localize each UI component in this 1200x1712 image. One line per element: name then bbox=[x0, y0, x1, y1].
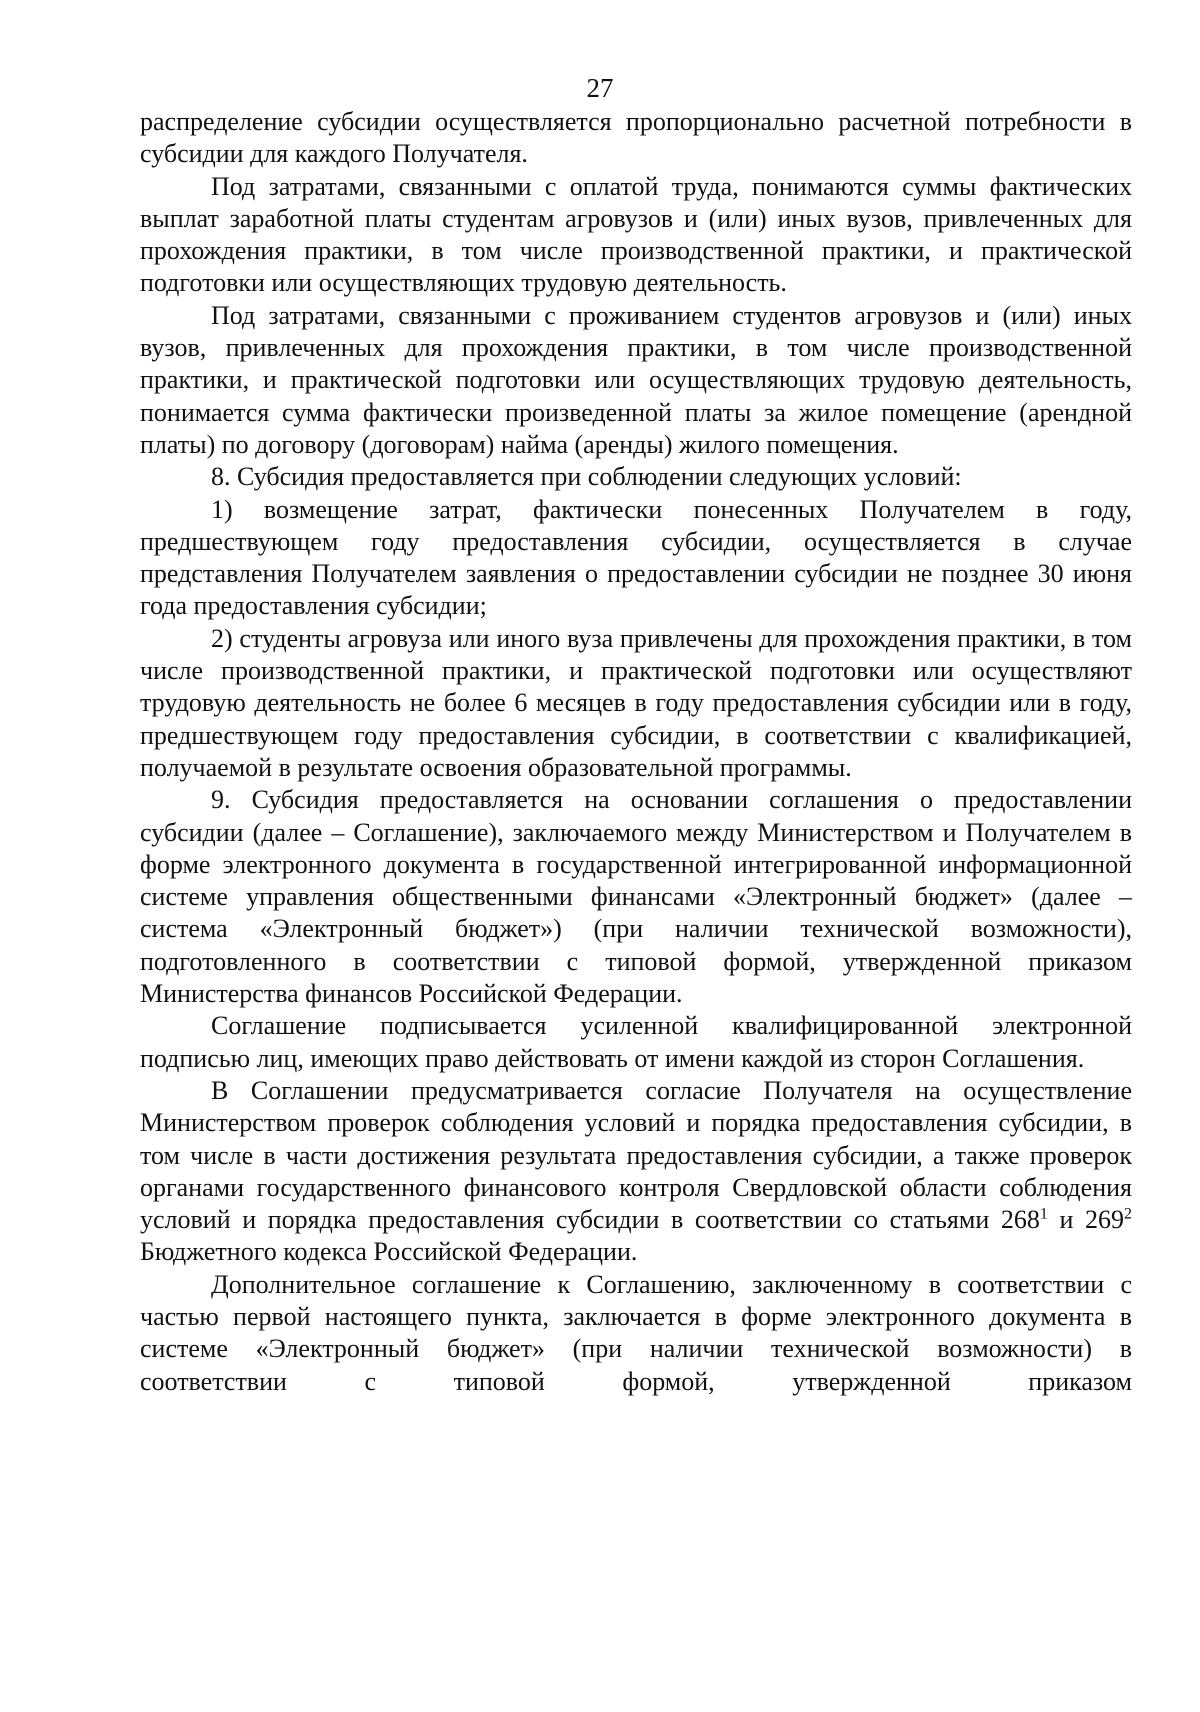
paragraph-additional-agreement: Дополнительное соглашение к Соглашению, заключенному в соответствии с частью первой настоящего пункта, заключается в форме электронного документа в системе «Электронный бюджет» (при наличии технической возможности) в соответствии с типовой формой, утвержденной приказом bbox=[140, 1269, 1132, 1396]
paragraph-housing-costs: Под затратами, связанными с проживанием студентов агровузов и (или) иных вузов, привлеченных для прохождения практики, в том числе производственной практики, и практической подготовки или осуществляющих трудовую деятельность, понимается сумма фактически произведенной платы за жилое помещение (арендной платы) по договору (договорам) найма (аренды) жилого помещения. bbox=[140, 300, 1132, 459]
paragraph-labor-costs: Под затратами, связанными с оплатой труда, понимаются суммы фактических выплат заработной платы студентам агровузов и (или) иных вузов, привлеченных для прохождения практики, в том числе производственной практики, и практической подготовки или осуществляющих трудовую деятельность. bbox=[140, 171, 1132, 298]
paragraph-section-8: 8. Субсидия предоставляется при соблюдении следующих условий: bbox=[211, 462, 962, 492]
paragraph-condition-1: 1) возмещение затрат, фактически понесенных Получателем в году, предшествующем году предоставления субсидии, осуществляется в случае представления Получателем заявления о предоставлении субсидии не позднее 30 июня года предоставления субсидии; bbox=[140, 494, 1132, 621]
page-number: 27 bbox=[586, 73, 614, 103]
budget-code-text: Бюджетного кодекса Российской Федерации. bbox=[140, 1237, 638, 1267]
paragraph-distribution: распределение субсидии осуществляется пропорционально расчетной потребности в субсидии для каждого Получателя. bbox=[140, 107, 1132, 169]
article-269-superscript: 2 bbox=[1124, 1205, 1132, 1223]
article-269-text: и 269 bbox=[1047, 1205, 1124, 1235]
document-body bbox=[140, 106, 1132, 1398]
paragraph-inspections bbox=[140, 1075, 1132, 1269]
inspections-text: В Соглашении предусматривается согласие Получателя на осуществление Министерством проверок соблюдения условий и порядка предоставления субсидии, в том числе в части достижения результата предоставления субсидии, а также проверок органами государственного финансового контроля Свердловской области соблюдения условий и порядка предоставления субсидии в соответствии со статьями 268 bbox=[140, 1075, 1132, 1235]
paragraph-condition-2: 2) студенты агровуза или иного вуза привлечены для прохождения практики, в том числе производственной практики, и практической подготовки или осуществляют трудовую деятельность не более 6 месяцев в году предоставления субсидии или в году, предшествующем году предоставления субсидии, в соответствии с квалификацией, получаемой в результате освоения образовательной программы. bbox=[140, 623, 1132, 782]
paragraph-signature: Соглашение подписывается усиленной квалифицированной электронной подписью лиц, имеющих право действовать от имени каждой из сторон Соглашения. bbox=[140, 1011, 1132, 1073]
article-268-superscript: 1 bbox=[1039, 1205, 1048, 1223]
paragraph-section-9: 9. Субсидия предоставляется на основании соглашения о предоставлении субсидии (далее – Соглашение), заключаемого между Министерством и Получателем в форме электронного документа в государственной интегрированной информационной системе управления общественными финансами «Электронный бюджет» (далее – система «Электронный бюджет») (при наличии технической возможности), подготовленного в соответствии с типовой формой, утвержденной приказом Министерства финансов Российской Федерации. bbox=[140, 785, 1132, 1009]
